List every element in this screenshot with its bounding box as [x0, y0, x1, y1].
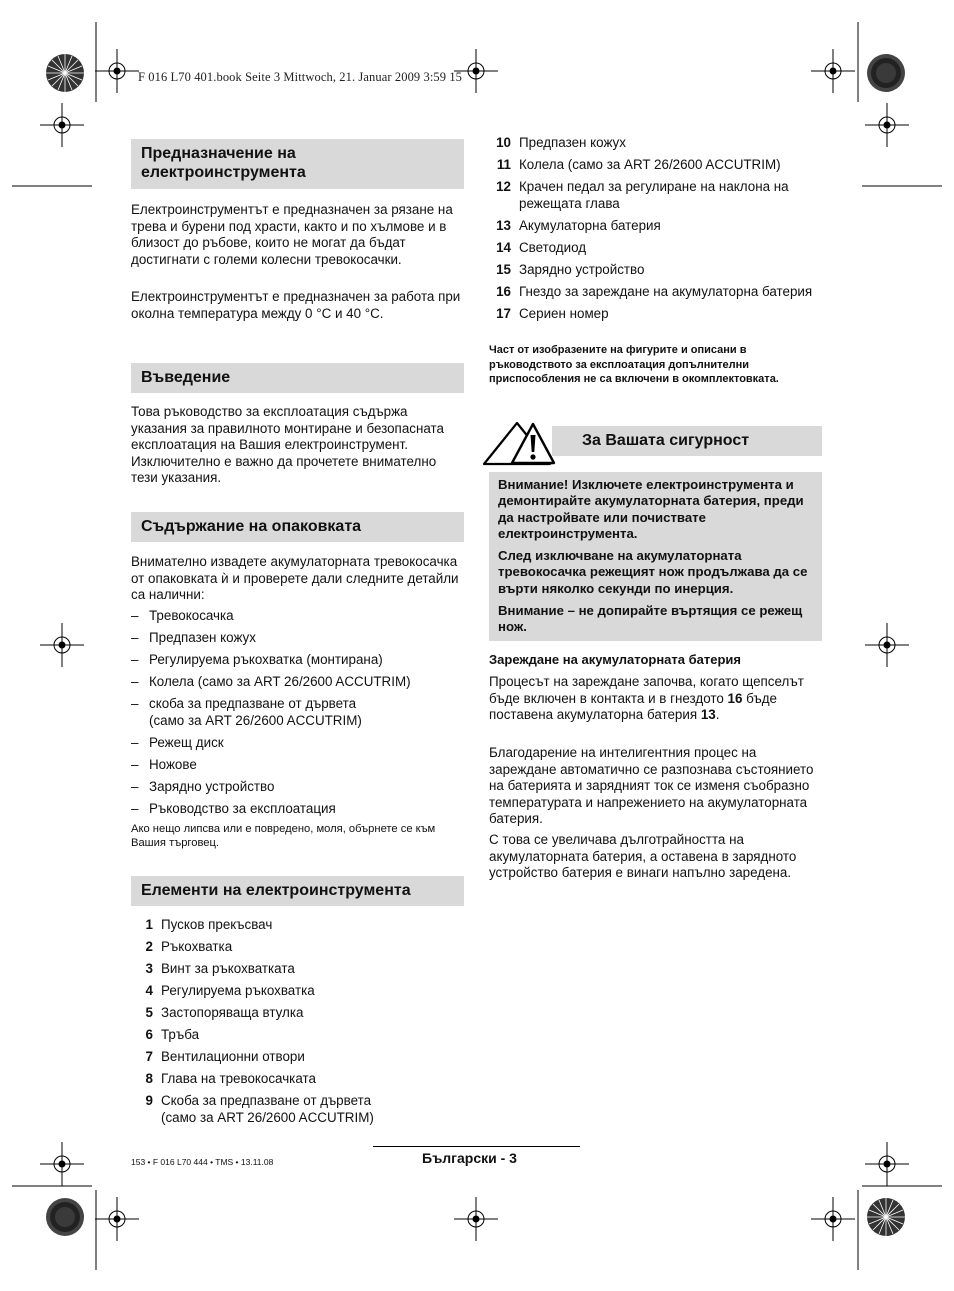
- warning-text-1: Внимание! Изключете електроинструмента и демонтирайте акумулаторната батерия, преди да настройвате или почиствате електроинструмента.: [498, 477, 804, 541]
- section-title-intro: Въведение: [131, 363, 464, 393]
- item-text: Предпазен кожух: [519, 135, 626, 150]
- list-item: [131, 917, 466, 934]
- item-text: Светодиод: [519, 239, 587, 255]
- item-number: 13: [496, 217, 511, 233]
- list-item: – Тревокосачка: [131, 608, 466, 625]
- list-item: [489, 157, 824, 174]
- text-run: .: [715, 707, 720, 722]
- text-run: Процесът на зареждане започва, когато щепселът бъде включен в контакта и в гнездото: [489, 674, 804, 706]
- item-number: 10: [496, 135, 511, 150]
- list-item: [131, 939, 466, 956]
- charging-subtitle: Зареждане на акумулаторната батерия: [489, 652, 741, 667]
- list-item: – Регулируема ръкохватка (монтирана): [131, 652, 466, 669]
- elements-list: [131, 917, 466, 1132]
- list-item: [131, 1049, 466, 1066]
- purpose-paragraph-1: Електроинструментът е предназначен за рязане на трева и бурени под храсти, както и по хълмове и в близост до ръбове, които не могат да бъдат достигнати с големи колесни тревокосачки.: [131, 202, 453, 267]
- ref-number: 16: [727, 690, 743, 706]
- item-text: Крачен педал за регулиране на наклона на режещата глава: [519, 179, 789, 211]
- item-number: 5: [145, 1005, 153, 1020]
- page-number: Български - 3: [422, 1150, 517, 1166]
- purpose-paragraph-2: Електроинструментът е предназначен за работа при околна температура между 0 °C и 40 °C.: [131, 289, 461, 321]
- list-item: [489, 218, 824, 235]
- list-item: – Ръководство за експлоатация: [131, 801, 466, 818]
- list-item: [131, 983, 466, 1000]
- charging-paragraph-3: С това се увеличава дълготрайността на акумулаторната батерия, а оставена в зарядното устройство батерия е винаги напълно заредена.: [489, 832, 797, 880]
- item-number: 9: [145, 1093, 153, 1108]
- item-text: Глава на тревокосачката: [161, 1071, 316, 1086]
- intro-paragraph: Това ръководство за експлоатация съдържа указания за правилното монтиране и безопасната експлоатация на Вашия електроинструмент. Изключително е важно да прочетете внимателно тези указания.: [131, 404, 444, 485]
- list-item: – Ножове: [131, 757, 466, 774]
- accessory-note: Част от изобразените на фигурите и описани в ръководството за експлоатация допълнителни приспособления не са включени в окомплектовката.: [489, 344, 779, 385]
- list-item: [131, 1071, 466, 1088]
- package-missing-note: Ако нещо липсва или е повредено, моля, обърнете се към Вашия търговец.: [131, 823, 436, 849]
- item-number: 2: [145, 939, 153, 954]
- list-item: [489, 240, 824, 257]
- item-text: Тръба: [161, 1027, 200, 1042]
- warning-text-2: След изключване на акумулаторната тревокосачка режещият нож продължава да се върти няколко секунди по инерция.: [498, 548, 808, 596]
- text-run: бъде поставена акумулаторна батерия: [489, 690, 777, 722]
- package-paragraph: Внимателно извадете акумулаторната тревокосачка от опаковката ѝ и проверете дали следните детайли са налични:: [131, 554, 459, 602]
- item-number: 7: [145, 1049, 153, 1064]
- list-item: [131, 1005, 466, 1022]
- item-text: Застопоряваща втулка: [161, 1005, 304, 1020]
- item-text: Регулируема ръкохватка: [161, 983, 315, 998]
- list-item: – Колела (само за ART 26/2600 ACCUTRIM): [131, 674, 466, 691]
- list-item: – Предпазен кожух: [131, 630, 466, 647]
- item-text: Сериен номер: [519, 305, 609, 321]
- item-text: Зарядно устройство: [519, 261, 645, 277]
- item-number: 8: [145, 1071, 153, 1086]
- charging-paragraph-1: [489, 674, 824, 724]
- safety-warning-box: [489, 472, 822, 641]
- list-item: [131, 1027, 466, 1044]
- section-title-elements: Елементи на електроинструмента: [131, 876, 464, 906]
- list-item: [489, 135, 824, 152]
- footer-rule: [373, 1146, 580, 1147]
- list-item: [489, 284, 824, 301]
- section-title-safety: За Вашата сигурност: [582, 432, 750, 449]
- charging-paragraph-2: Благодарение на интелигентния процес на зареждане автоматично се разпознава състоянието на батерията и зарядният ток се изменя съобразно температурата и напрежението на акумулаторната батерия.: [489, 745, 814, 826]
- list-item: – скоба за предпазване от дървета (само за ART 26/2600 ACCUTRIM): [131, 696, 466, 729]
- list-item: [489, 262, 824, 279]
- item-text: Колела (само за ART 26/2600 ACCUTRIM): [519, 157, 781, 172]
- item-text: Скоба за предпазване от дървета (само за ART 26/2600 ACCUTRIM): [161, 1093, 374, 1125]
- list-item: – Зарядно устройство: [131, 779, 466, 796]
- item-number: 4: [145, 983, 153, 998]
- item-number: 1: [145, 917, 153, 932]
- item-text: Акумулаторна батерия: [519, 217, 661, 233]
- footer-print-code: 153 • F 016 L70 444 • TMS • 13.11.08: [131, 1157, 274, 1167]
- item-number: 6: [145, 1027, 153, 1042]
- item-number: 12: [496, 179, 511, 194]
- ref-number: 13: [700, 707, 716, 722]
- item-text: Винт за ръкохватката: [161, 961, 295, 976]
- list-item: [131, 1093, 466, 1126]
- section-title-package: Съдържание на опаковката: [131, 512, 464, 542]
- item-text: Гнездо за зареждане на акумулаторна батерия: [519, 283, 813, 299]
- warning-triangle: [510, 422, 556, 471]
- item-number: 16: [496, 283, 511, 299]
- elements-list-continued: [489, 135, 824, 328]
- list-item: – Режещ диск: [131, 735, 466, 752]
- section-title-purpose: Предназначение на електроинструмента: [131, 139, 464, 189]
- item-number: 3: [145, 961, 153, 976]
- list-item: [489, 306, 824, 323]
- item-text: Вентилационни отвори: [161, 1049, 305, 1064]
- warning-text-3: Внимание – не допирайте въртящия се режещ нож.: [498, 603, 803, 635]
- list-item: [131, 961, 466, 978]
- print-file-info: F 016 L70 401.book Seite 3 Mittwoch, 21. Januar 2009 3:59 15: [138, 70, 463, 84]
- package-contents-list: [131, 608, 466, 823]
- item-text: Пусков прекъсвач: [161, 917, 273, 932]
- item-number: 14: [496, 239, 511, 255]
- item-number: 17: [496, 305, 511, 321]
- item-text: Ръкохватка: [161, 939, 233, 954]
- item-number: 11: [496, 157, 511, 172]
- list-item: [489, 179, 824, 212]
- item-number: 15: [496, 261, 511, 277]
